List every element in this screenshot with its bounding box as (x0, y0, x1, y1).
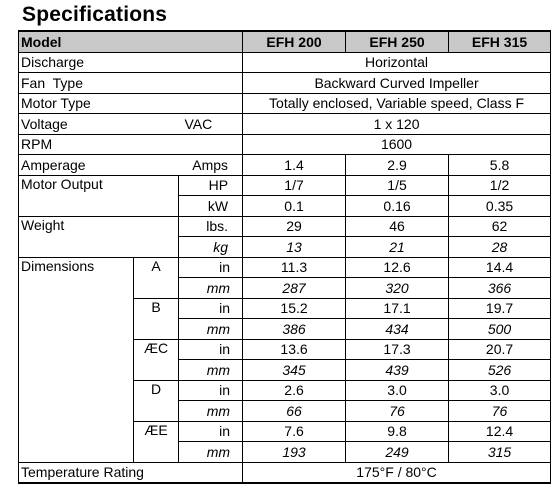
row-label: Weight (19, 216, 179, 257)
unit-label: mm (179, 319, 243, 340)
value-cell: 17.3 (346, 339, 449, 360)
dimension-e-in-row (19, 421, 551, 442)
value-cell: 13.6 (243, 339, 346, 360)
label-spacer (19, 442, 134, 463)
label-spacer (19, 278, 134, 299)
dimension-letter: ÆC (134, 339, 179, 380)
value-cell: 76 (449, 401, 551, 422)
value-cell: 46 (346, 216, 449, 237)
unit-label: in (179, 257, 243, 278)
value-cell: 7.6 (243, 421, 346, 442)
value-cell: 320 (346, 278, 449, 299)
label-spacer (19, 360, 134, 381)
model-efh200-header: EFH 200 (243, 31, 346, 52)
value-cell: 20.7 (449, 339, 551, 360)
unit-label: lbs. (179, 216, 243, 237)
unit-label: mm (179, 278, 243, 299)
specifications-table (18, 30, 551, 484)
value-cell: 439 (346, 360, 449, 381)
label-spacer (19, 421, 134, 442)
value-cell: 366 (449, 278, 551, 299)
rpm-row (19, 134, 551, 155)
value-cell: 17.1 (346, 298, 449, 319)
motor-type-row (19, 93, 551, 114)
temperature-row (19, 462, 551, 483)
value-cell: 1/2 (449, 175, 551, 196)
voltage-row (19, 114, 551, 135)
value-cell: 0.16 (346, 196, 449, 217)
dimension-b-in-row (19, 298, 551, 319)
row-value: Totally enclosed, Variable speed, Class F (243, 93, 551, 114)
row-value: Backward Curved Impeller (243, 73, 551, 94)
row-label: Discharge (19, 52, 243, 73)
motor-output-hp-row (19, 175, 551, 196)
value-cell: 500 (449, 319, 551, 340)
value-cell: 526 (449, 360, 551, 381)
fan-type-row (19, 73, 551, 94)
dimension-a-mm-row (19, 278, 551, 299)
value-cell: 12.4 (449, 421, 551, 442)
value-cell: 62 (449, 216, 551, 237)
model-header: Model (19, 31, 243, 52)
unit-label: Amps (179, 155, 243, 176)
unit-label: kg (179, 237, 243, 258)
value-cell: 386 (243, 319, 346, 340)
value-cell: 287 (243, 278, 346, 299)
weight-lbs-row (19, 216, 551, 237)
unit-label: HP (179, 175, 243, 196)
label-spacer (19, 319, 134, 340)
dimension-letter: B (134, 298, 179, 339)
unit-label: mm (179, 360, 243, 381)
value-cell: 0.35 (449, 196, 551, 217)
value-cell: 2.6 (243, 380, 346, 401)
value-cell: 21 (346, 237, 449, 258)
row-label: RPM (19, 134, 243, 155)
value-cell: 315 (449, 442, 551, 463)
dimension-d-mm-row (19, 401, 551, 422)
dimension-a-in-row (19, 257, 551, 278)
value-cell: 15.2 (243, 298, 346, 319)
label-spacer (19, 401, 134, 422)
unit-label: mm (179, 442, 243, 463)
value-cell: 1.4 (243, 155, 346, 176)
value-cell: 3.0 (449, 380, 551, 401)
dimension-c-in-row (19, 339, 551, 360)
value-cell: 3.0 (346, 380, 449, 401)
discharge-row (19, 52, 551, 73)
dimension-b-mm-row (19, 319, 551, 340)
value-cell: 28 (449, 237, 551, 258)
row-value: 1 x 120 (243, 114, 551, 135)
value-cell: 345 (243, 360, 346, 381)
dimension-d-in-row (19, 380, 551, 401)
value-cell: 19.7 (449, 298, 551, 319)
page-title: Specifications (22, 3, 168, 26)
row-label: Dimensions (19, 257, 134, 278)
dimension-letter: A (134, 257, 179, 298)
value-cell: 249 (346, 442, 449, 463)
unit-label: in (179, 421, 243, 442)
label-spacer (19, 339, 134, 360)
amperage-row (19, 155, 551, 176)
unit-label: in (179, 380, 243, 401)
dimension-e-mm-row (19, 442, 551, 463)
value-cell: 1/7 (243, 175, 346, 196)
row-label: Motor Output (19, 175, 179, 216)
row-label: Fan Type (19, 73, 243, 94)
label-spacer (19, 380, 134, 401)
value-cell: 9.8 (346, 421, 449, 442)
unit-label: in (179, 339, 243, 360)
unit-label: VAC (179, 114, 243, 135)
value-cell: 13 (243, 237, 346, 258)
value-cell: 1/5 (346, 175, 449, 196)
dimension-letter: ÆE (134, 421, 179, 462)
value-cell: 193 (243, 442, 346, 463)
row-label: Motor Type (19, 93, 243, 114)
value-cell: 2.9 (346, 155, 449, 176)
value-cell: 29 (243, 216, 346, 237)
value-cell: 5.8 (449, 155, 551, 176)
row-value: Horizontal (243, 52, 551, 73)
value-cell: 14.4 (449, 257, 551, 278)
label-spacer (19, 298, 134, 319)
value-cell: 11.3 (243, 257, 346, 278)
dimension-c-mm-row (19, 360, 551, 381)
unit-label: in (179, 298, 243, 319)
value-cell: 434 (346, 319, 449, 340)
header-row (19, 31, 551, 52)
value-cell: 66 (243, 401, 346, 422)
value-cell: 76 (346, 401, 449, 422)
unit-label: mm (179, 401, 243, 422)
row-value: 1600 (243, 134, 551, 155)
value-cell: 0.1 (243, 196, 346, 217)
value-cell: 12.6 (346, 257, 449, 278)
dimension-letter: D (134, 380, 179, 421)
unit-label: kW (179, 196, 243, 217)
row-label: Amperage (19, 155, 179, 176)
model-efh315-header: EFH 315 (449, 31, 551, 52)
row-value: 175°F / 80°C (243, 462, 551, 483)
row-label: Temperature Rating (19, 462, 243, 483)
row-label: Voltage (19, 114, 179, 135)
model-efh250-header: EFH 250 (346, 31, 449, 52)
